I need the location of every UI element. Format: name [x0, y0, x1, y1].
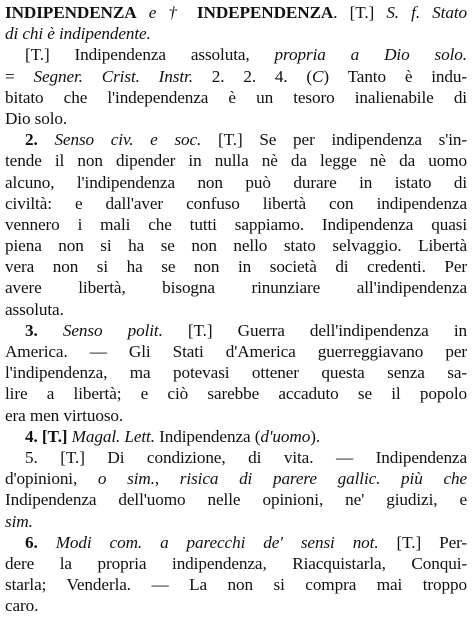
- source-tag: [T.]: [349, 3, 375, 22]
- variant-mark: e †: [148, 3, 197, 22]
- text-segment: ) Tanto è indu-: [323, 66, 467, 86]
- citation: Segner. Crist. Instr.: [33, 66, 193, 86]
- text-line: bitato che l'independenza è un tesoro inalienabile di: [5, 87, 467, 107]
- text-line: [5, 468, 467, 489]
- citation: Magal. Lett.: [71, 426, 155, 446]
- text-line: vennero i mali che tutti sappiamo. Indipendenza quasi: [5, 214, 467, 234]
- text-line: era men virtuoso.: [5, 405, 124, 425]
- text-segment: =: [5, 66, 34, 86]
- part-of-speech: S. f.: [386, 3, 421, 22]
- text-segment: [T.] Guerra dell'indipendenza in: [162, 320, 467, 340]
- sense-label: Modi com. a parecchi de' sensi not.: [55, 532, 379, 552]
- text-segment: [T.] Se per indipendenza s'in-: [201, 130, 467, 150]
- text-segment: 2. 2. 4. (: [192, 66, 313, 86]
- text-line: caro.: [5, 596, 39, 616]
- text-line: Dio solo.: [5, 108, 68, 128]
- text-line: Indipendenza dell'uomo nelle opinioni, ne' giudizi, e: [5, 490, 467, 510]
- headword: INDIPENDENZA: [5, 3, 137, 22]
- definition-start: Stato: [432, 3, 467, 22]
- variant-headword: INDEPENDENZA: [196, 3, 334, 22]
- text-segment: d'opinioni,: [5, 469, 98, 489]
- text-segment-italic: C: [312, 66, 324, 86]
- text-segment: ).: [310, 426, 321, 446]
- text-line: assoluta.: [5, 299, 64, 319]
- text-line: [5, 44, 467, 65]
- text-line: avere libertà, bisogna rinunziare all'indipendenza: [5, 278, 467, 298]
- sense-number: 6.: [25, 532, 56, 552]
- text-segment: [T.] Indipendenza assoluta,: [25, 45, 275, 65]
- dictionary-entry: [5, 2, 467, 616]
- sense-number: 3.: [25, 320, 63, 340]
- text-line: tende il non dipender in nulla nè da legge nè da uomo: [5, 151, 467, 171]
- text-segment-italic: propria a Dio solo.: [274, 45, 467, 65]
- sense-2-line: [5, 129, 467, 150]
- text-line: dere la propria indipendenza, Riacquistarla, Conqui-: [5, 553, 467, 573]
- text-line: sim.: [5, 511, 33, 531]
- text-line: civiltà: e dall'aver confuso libertà con indipendenza: [5, 193, 467, 213]
- definition-line: [5, 23, 467, 44]
- text-line: America. — Gli Stati d'America guerreggiavano per: [5, 342, 467, 361]
- sense-6-line: [5, 532, 467, 553]
- sense-label: Senso civ. e soc.: [54, 130, 202, 150]
- sense-4-line: [5, 426, 467, 447]
- text-line: alcuno, l'indipendenza non può durare in istato di: [5, 172, 467, 192]
- text-line: starla; Venderla. — La non si compra mai troppo: [5, 575, 467, 595]
- text-segment: 5. [T.] Di condizione, di vita. — Indipendenza: [25, 447, 467, 467]
- sense-5-line: [5, 447, 467, 468]
- text-line: lire a libertà; e ciò sarebbe accaduto se il popolo: [5, 384, 467, 404]
- text-line: [5, 66, 467, 87]
- text-line: l'indipendenza, ma potevasi ottener questa senza sa-: [5, 363, 467, 383]
- text-segment-italic: o sim., risica di parere gallic. più che: [97, 469, 467, 489]
- text-segment: [T.] Per-: [378, 532, 467, 552]
- sense-3-line: [5, 320, 467, 341]
- text-segment: Indipendenza (: [154, 426, 261, 446]
- text-line: vera non si ha se non in società di credenti. Per: [5, 257, 467, 277]
- definition-end: di chi è indipendente.: [5, 24, 151, 44]
- sense-number: 2.: [25, 130, 55, 150]
- sense-number: 4. [T.]: [25, 426, 72, 446]
- text-line: piena non si ha se non nello stato selvaggio. Libertà: [5, 236, 467, 256]
- sense-label: Senso polit.: [62, 320, 163, 340]
- text-segment-italic: d'uomo: [260, 426, 311, 446]
- entry-heading-line: INDIPENDENZA e † INDEPENDENZA. [T.] S. f. Stato: [5, 3, 467, 22]
